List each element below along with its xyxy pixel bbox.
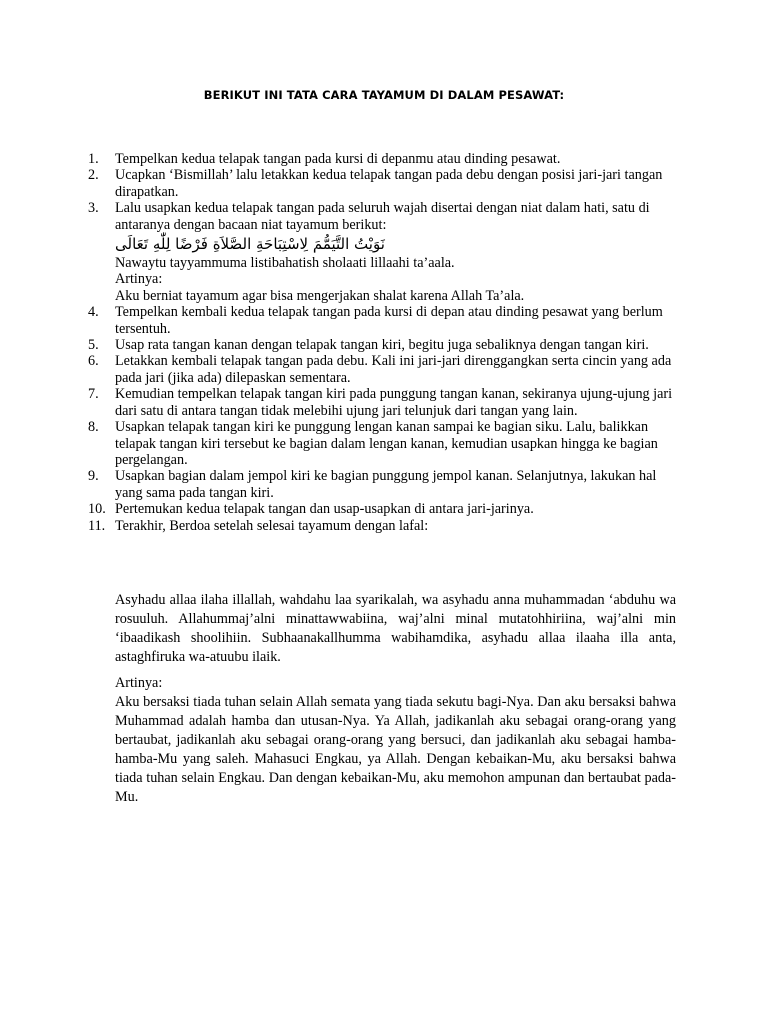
step-text: Kemudian tempelkan telapak tangan kiri pada punggung tangan kanan, sekiranya ujung-ujung jari dari satu di antara tangan tidak melebihi ujung jari telunjuk dari tangan yang lain.: [115, 386, 673, 419]
step-text: Usapkan bagian dalam jempol kiri ke bagian punggung jempol kanan. Selanjutnya, lakukan hal yang sama pada tangan kiri.: [115, 468, 657, 501]
step-text: Usapkan telapak tangan kiri ke punggung lengan kanan sampai ke bagian siku. Lalu, balikkan telapak tangan kiri tersebut ke bagian dalam lengan kanan, kemudian usapkan hingga ke bagian pergelangan.: [115, 419, 658, 468]
steps-list: [88, 151, 678, 534]
niat-latin-text: Nawaytu tayyammuma listibahatish sholaati lillaahi ta’aala.: [115, 255, 455, 272]
list-item-step-1: [88, 151, 678, 167]
step-text: Terakhir, Berdoa setelah selesai tayamum dengan lafal:: [115, 517, 429, 534]
step-number: 7.: [88, 386, 99, 403]
doa-artinya-section: [115, 674, 676, 807]
step-number: 10.: [88, 501, 106, 518]
step-number: 8.: [88, 419, 99, 436]
list-item-step-7: [88, 386, 678, 419]
doa-paragraph: [115, 591, 676, 667]
doa-artinya-text: Aku bersaksi tiada tuhan selain Allah semata yang tiada sekutu bagi-Nya. Dan aku bersaksi bahwa Muhammad adalah hamba dan utusan-Nya. Ya Allah, jadikanlah aku sebagai orang-orang yang bertaubat, jadikanlah aku sebagai orang-orang yang bersuci, dan jadikanlah aku sebagai hamba-hamba-Mu yang saleh. Mahasuci Engkau, ya Allah. Dengan kebaikan-Mu, aku bersaksi bahwa tiada tuhan selain Engkau. Dan dengan kebaikan-Mu, aku memohon ampunan dan bertaubat pada-Mu.: [115, 694, 676, 805]
list-item-step-10: [88, 501, 678, 517]
niat-arabic-text: نَوَيْتُ التَّيَمُّمَ لِاسْتِبَاحَةِ الصَّلاَةِ فَرْضًا لِلّٰهِ تَعَالَى: [115, 235, 385, 254]
step-number: 4.: [88, 304, 99, 321]
doa-text: Asyhadu allaa ilaha illallah, wahdahu laa syarikalah, wa asyhadu anna muhammadan ‘abduhu wa rosuuluh. Allahummaj’alni minattawwabiina, waj’alni minal mutatohhiriina, waj’alni min ‘ibaadikash shoolihiin. Subhaanakallhumma wabihamdika, asyhadu allaa ilaaha illa anta, astaghfiruka wa-atuubu ilaik.: [115, 592, 676, 665]
list-item-step-5: [88, 337, 678, 353]
doa-artinya-label: Artinya:: [115, 675, 163, 691]
step-number: 11.: [88, 517, 106, 534]
list-item-step-8: [88, 419, 678, 468]
list-item-step-2: [88, 167, 678, 200]
step-text: Pertemukan kedua telapak tangan dan usap-usapkan di antara jari-jarinya.: [115, 501, 534, 518]
step-number: 1.: [88, 151, 99, 167]
list-item-step-6: [88, 353, 678, 386]
step-text: Letakkan kembali telapak tangan pada debu. Kali ini jari-jari direnggangkan serta cincin yang ada pada jari (jika ada) dilepaskan sementara.: [115, 353, 672, 386]
niat-artinya-label: Artinya:: [115, 271, 163, 288]
step-number: 3.: [88, 200, 99, 217]
step-text: Ucapkan ‘Bismillah’ lalu letakkan kedua telapak tangan pada debu dengan posisi jari-jari tangan dirapatkan.: [115, 167, 663, 200]
step-text: Usap rata tangan kanan dengan telapak tangan kiri, begitu juga sebaliknya dengan tangan kiri.: [115, 337, 649, 354]
list-item-step-9: [88, 468, 678, 501]
niat-artinya-text: Aku berniat tayamum agar bisa mengerjakan shalat karena Allah Ta’ala.: [115, 287, 525, 304]
step-number: 2.: [88, 167, 99, 184]
list-item-step-11: [88, 518, 678, 534]
step-text: Lalu usapkan kedua telapak tangan pada seluruh wajah disertai dengan niat dalam hati, satu di antaranya dengan bacaan niat tayamum berikut:: [115, 200, 650, 233]
step-number: 9.: [88, 468, 99, 485]
step-text: Tempelkan kedua telapak tangan pada kursi di depanmu atau dinding pesawat.: [115, 151, 561, 167]
list-item-step-4: [88, 304, 678, 337]
page-title: BERIKUT INI TATA CARA TAYAMUM DI DALAM PESAWAT:: [203, 88, 565, 102]
step-number: 5.: [88, 337, 99, 354]
step-number: 6.: [88, 353, 99, 370]
list-item-step-3: [88, 200, 678, 304]
step-text: Tempelkan kembali kedua telapak tangan pada kursi di depan atau dinding pesawat yang berlum tersentuh.: [115, 304, 663, 337]
